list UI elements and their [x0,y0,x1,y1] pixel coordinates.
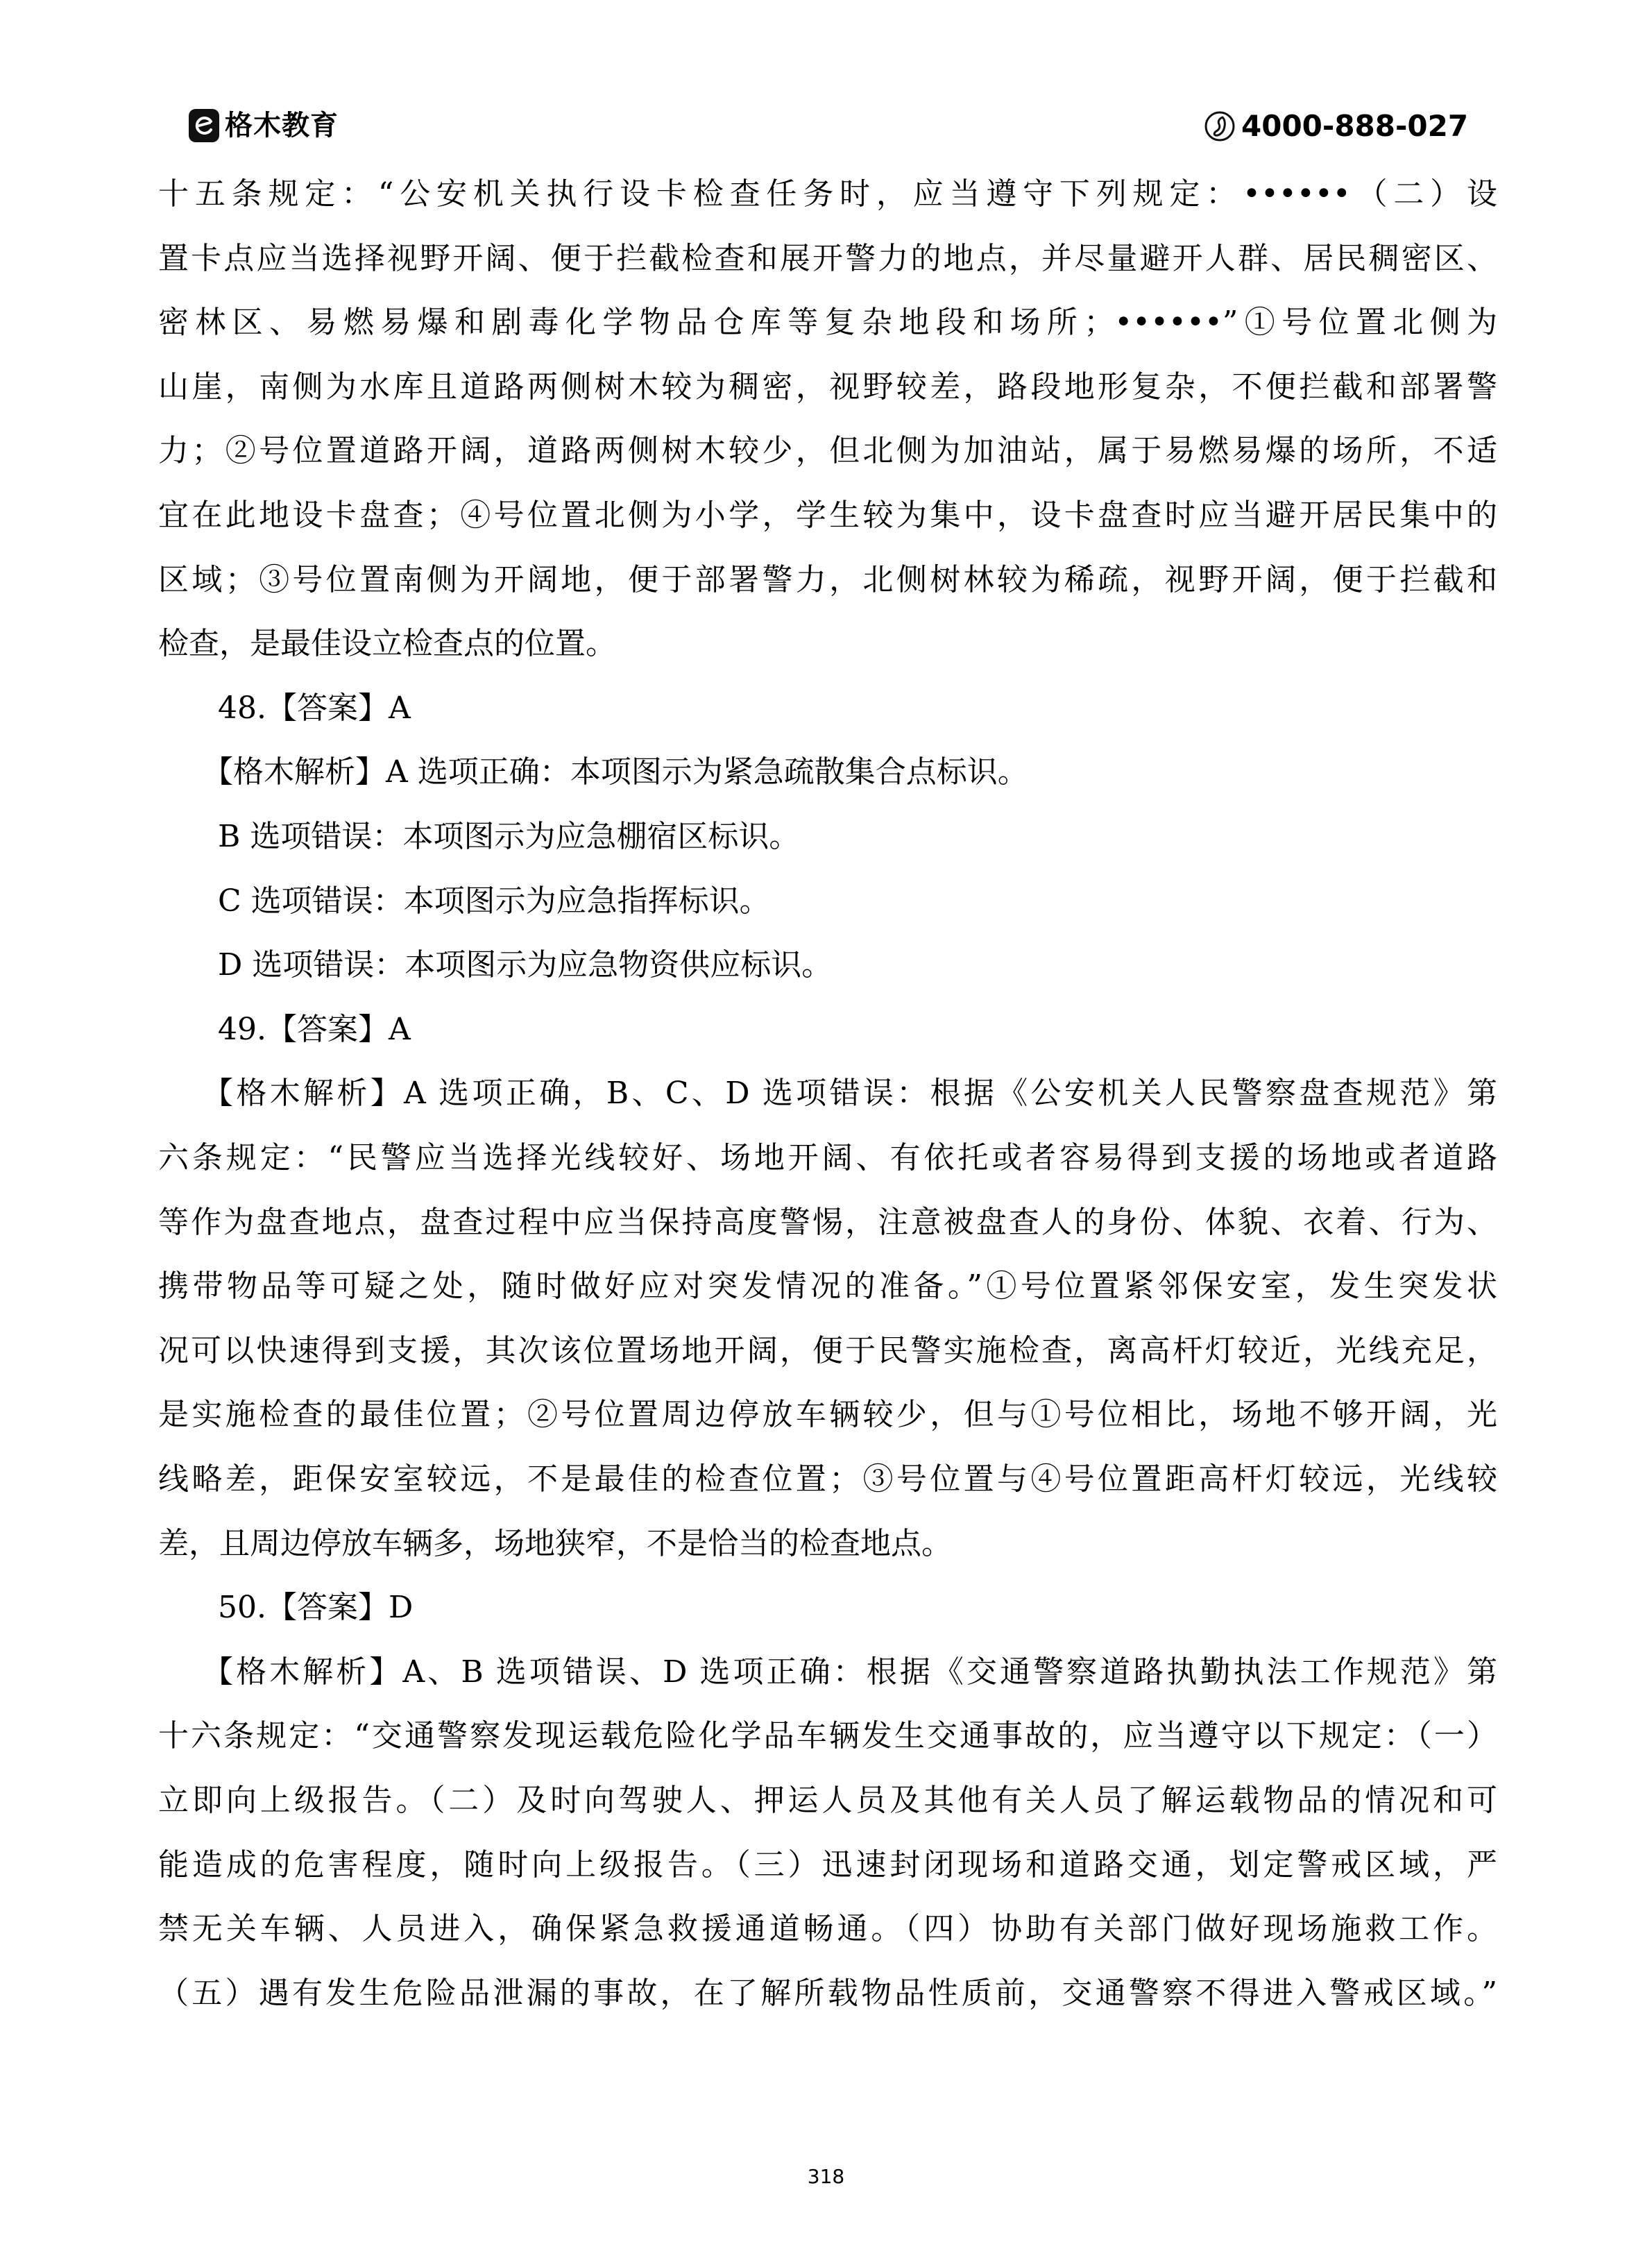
text-line: 50.【答案】D [218,1590,414,1626]
text-line: 立即向上级报告。（二）及时向驾驶人、押运人员及其他有关人员了解运载物品的情况和可 [158,1783,1497,1818]
text-line: 密林区、易燃易爆和剧毒化学物品仓库等复杂地段和场所；••••••”①号位置北侧为 [158,305,1497,341]
text-line: 携带物品等可疑之处，随时做好应对突发情况的准备。”①号位置紧邻保安室，发生突发状 [158,1268,1497,1305]
text-line: 线略差，距保安室较远，不是最佳的检查位置；③号位置与④号位置距高杆灯较远，光线较 [158,1461,1497,1497]
text-line: 禁无关车辆、人员进入，确保紧急救援通道畅通。（四）协助有关部门做好现场施救工作。 [158,1911,1497,1947]
text-line: 力；②号位置道路开阔，道路两侧树木较少，但北侧为加油站，属于易燃易爆的场所，不适 [158,433,1497,469]
text-line: 能造成的危害程度，随时向上级报告。（三）迅速封闭现场和道路交通，划定警戒区域，严 [158,1846,1497,1883]
text-line: 检查，是最佳设立检查点的位置。 [158,626,616,662]
text-line: 【格木解析】A 选项正确，B、C、D 选项错误：根据《公安机关人民警察盘查规范》第 [203,1076,1497,1112]
text-line: 等作为盘查地点，盘查过程中应当保持高度警惕，注意被盘查人的身份、体貌、衣着、行为、 [158,1204,1497,1240]
phone-number: 4000-888-027 [1241,109,1469,143]
brand-logo [189,107,339,144]
phone-icon [1204,110,1236,142]
text-line: C 选项错误：本项图示为应急指挥标识。 [218,883,770,919]
page-header [0,104,1652,147]
text-line: 49.【答案】A [218,1011,411,1047]
text-line: 山崖，南侧为水库且道路两侧树木较为稠密，视野较差，路段地形复杂，不便拦截和部署警 [158,368,1497,405]
text-line: 差，且周边停放车辆多，场地狭窄，不是恰当的检查地点。 [158,1525,952,1561]
text-line: 是实施检查的最佳位置；②号位置周边停放车辆较少，但与①号位相比，场地不够开阔，光 [158,1397,1497,1433]
text-line: B 选项错误：本项图示为应急棚宿区标识。 [218,819,800,854]
text-line: 宜在此地设卡盘查；④号位置北侧为小学，学生较为集中，设卡盘查时应当避开居民集中的 [158,498,1497,533]
brand-name: 格木教育 [225,110,339,142]
text-line: 【格木解析】A、B 选项错误、D 选项正确：根据《交通警察道路执勤执法工作规范》第 [203,1654,1497,1690]
text-line: 十六条规定：“交通警察发现运载危险化学品车辆发生交通事故的，应当遵守以下规定：（一） [158,1718,1497,1754]
text-line: 况可以快速得到支援，其次该位置场地开阔，便于民警实施检查，离高杆灯较近，光线充足， [158,1332,1497,1368]
text-line: 十五条规定：“公安机关执行设卡检查任务时，应当遵守下列规定：••••••（二）设 [158,176,1497,212]
text-line: （五）遇有发生危险品泄漏的事故，在了解所载物品性质前，交通警察不得进入警戒区域。” [158,1975,1497,2011]
phone-contact [1204,108,1468,144]
text-line: 【格木解析】A 选项正确：本项图示为紧急疏散集合点标识。 [203,754,1028,790]
page-number: 318 [807,2165,845,2188]
ge-logo-icon [189,109,219,142]
text-line: 区域；③号位置南侧为开阔地，便于部署警力，北侧树林较为稀疏，视野开阔，便于拦截和 [158,561,1497,597]
text-line: 六条规定：“民警应当选择光线较好、场地开阔、有依托或者容易得到支援的场地或者道路 [158,1140,1497,1175]
text-line: 48.【答案】A [218,690,411,726]
text-line: D 选项错误：本项图示为应急物资供应标识。 [218,947,833,983]
text-line: 置卡点应当选择视野开阔、便于拦截检查和展开警力的地点，并尽量避开人群、居民稠密区、 [158,240,1497,276]
